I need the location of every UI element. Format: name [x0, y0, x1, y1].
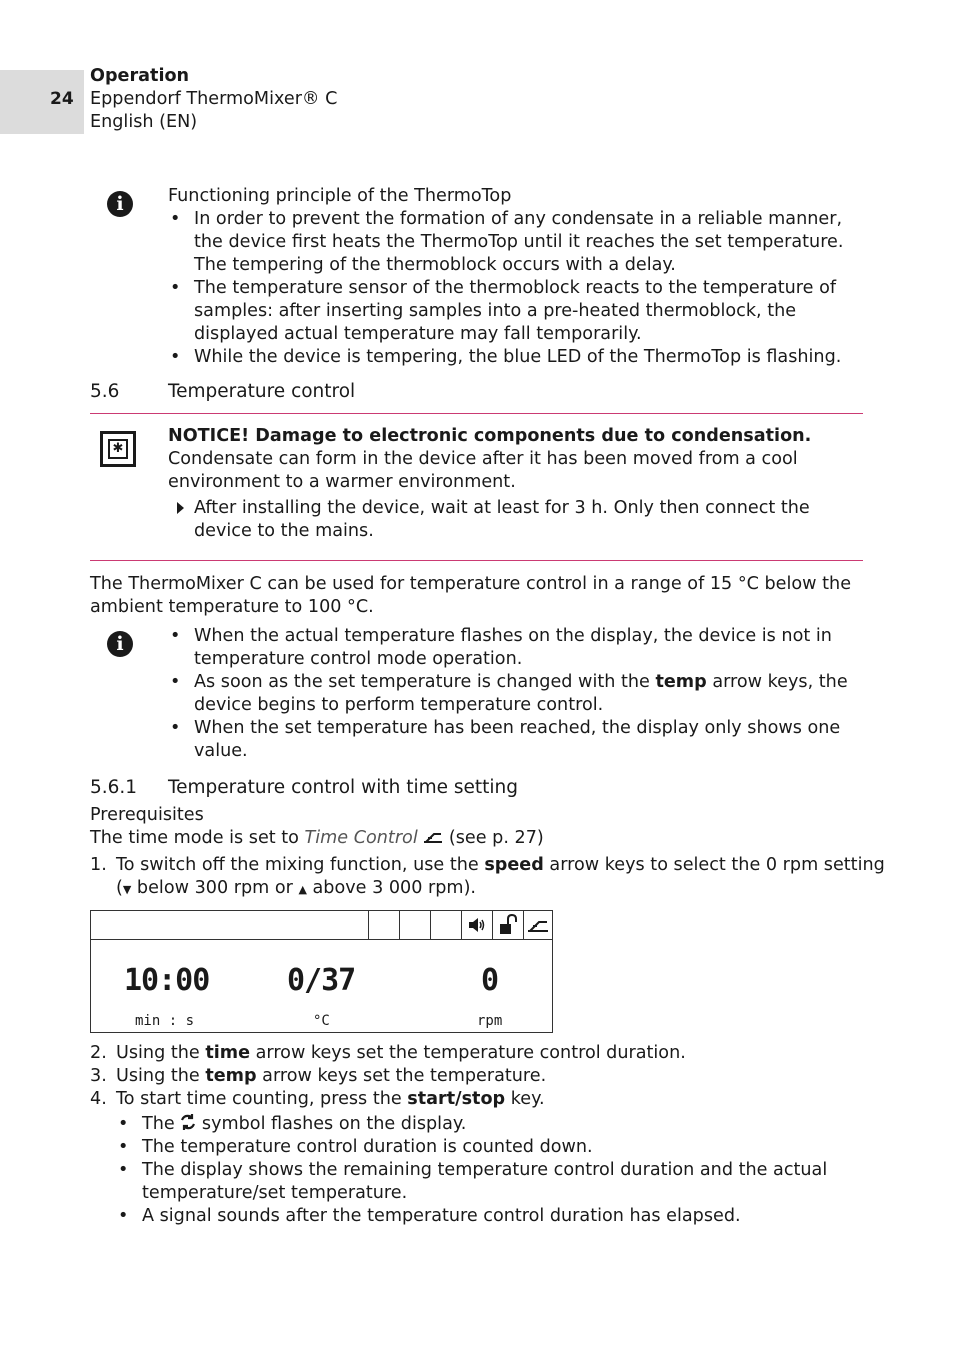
info-block-thermotop: [168, 185, 863, 369]
section-title: Temperature control: [168, 381, 356, 402]
list-item: [168, 671, 863, 717]
text-segment: below 300 rpm or: [131, 878, 299, 898]
display-temperature-unit: °C: [313, 1013, 330, 1029]
sync-icon: [180, 1114, 196, 1130]
section-number: 5.6: [90, 381, 120, 402]
text-segment: The time mode is set to: [90, 828, 305, 848]
text-segment: (see p. 27): [443, 828, 544, 848]
key-name: temp: [205, 1066, 257, 1086]
product-name: Eppendorf ThermoMixer® C: [90, 89, 338, 109]
text-segment: (: [116, 878, 123, 898]
key-name: speed: [484, 855, 544, 875]
text-segment: As soon as the set temperature is changed with the: [194, 672, 656, 692]
list-item: • A signal sounds after the temperature control duration has elapsed.: [116, 1205, 863, 1228]
info-icon: i: [107, 191, 133, 217]
subsection-title: Temperature control with time setting: [168, 777, 519, 798]
status-cell: [399, 911, 430, 939]
display-temperature-value: 0/37: [287, 963, 356, 998]
info-title: Functioning principle of the ThermoTop: [168, 186, 512, 206]
step-4: [90, 1088, 545, 1111]
step-3: [90, 1065, 546, 1088]
arrow-down-icon: ▼: [122, 883, 132, 896]
text-segment: arrow keys set the temperature.: [256, 1066, 547, 1086]
subsection-number: 5.6.1: [90, 777, 138, 798]
notice-action: After installing the device, wait at least for 3 h. Only then connect the device to the mains.: [194, 498, 810, 541]
prerequisite-text: [90, 827, 544, 850]
lock-open-icon: [492, 911, 523, 939]
list-item: • The display shows the remaining temperature control duration and the actual temperature/set temperature.: [116, 1159, 863, 1205]
list-item: • While the device is tempering, the blue LED of the ThermoTop is flashing.: [168, 346, 863, 369]
display-speed-unit: rpm: [477, 1013, 503, 1029]
intro-paragraph: The ThermoMixer C can be used for temperature control in a range of 15 °C below the ambient temperature to 100 °C.: [90, 574, 852, 617]
time-control-icon: [523, 911, 552, 939]
display-time-value: 10:00: [124, 963, 210, 998]
text-segment: arrow keys, the device begins to perform temperature control.: [194, 672, 848, 715]
text-segment: Using the: [116, 1043, 206, 1063]
time-mode-name: Time Control: [304, 828, 418, 848]
page-number: 24: [50, 89, 74, 109]
info-block-temperature: [168, 625, 863, 763]
display-status-bar: [91, 911, 552, 940]
step-number: 3.: [90, 1066, 107, 1086]
list-item: • When the actual temperature flashes on the display, the device is not in temperature control mode operation.: [168, 625, 863, 671]
text-segment: To start time counting, press the: [116, 1089, 408, 1109]
notice-top-rule: [90, 413, 863, 414]
step-number: 4.: [90, 1089, 107, 1109]
text-segment: The: [142, 1114, 181, 1134]
step-number: 1.: [90, 855, 107, 875]
text-segment: arrow keys set the temperature control duration.: [250, 1043, 686, 1063]
language-label: English (EN): [90, 112, 198, 132]
notice-bottom-rule: [90, 560, 863, 561]
time-control-icon: [423, 829, 443, 845]
arrow-up-icon: ▲: [298, 883, 307, 896]
text-segment: key.: [505, 1089, 545, 1109]
display-time-unit: min : s: [135, 1013, 195, 1029]
step-1-line-2: [116, 877, 476, 901]
notice-block: [168, 425, 863, 494]
step-1: [90, 854, 885, 877]
speaker-icon: [461, 911, 492, 939]
display-speed-value: 0: [481, 963, 499, 998]
condensation-notice-icon: ✱: [100, 431, 136, 467]
text-segment: To switch off the mixing function, use the: [116, 855, 485, 875]
list-item: • When the set temperature has been reached, the display only shows one value.: [168, 717, 863, 763]
device-display: [90, 910, 553, 1033]
list-item: • The temperature sensor of the thermoblock reacts to the temperature of samples: after inserting samples into a pre-heated thermoblock, the displayed actual temperature may fall temporarily.: [168, 277, 863, 346]
chapter-title: Operation: [90, 66, 190, 86]
status-cell: [430, 911, 461, 939]
notice-heading: NOTICE! Damage to electronic components due to condensation.: [168, 426, 812, 446]
info-icon: i: [107, 631, 133, 657]
key-name: time: [205, 1043, 251, 1063]
text-segment: arrow keys to select the 0 rpm setting: [543, 855, 885, 875]
text-segment: symbol flashes on the display.: [196, 1114, 467, 1134]
key-name: temp: [655, 672, 707, 692]
step-2: [90, 1042, 686, 1065]
list-item: [116, 1113, 863, 1136]
action-arrow-icon: [177, 502, 184, 514]
key-name: start/stop: [407, 1089, 506, 1109]
list-item: • The temperature control duration is counted down.: [116, 1136, 863, 1159]
status-cell: [368, 911, 399, 939]
notice-text: Condensate can form in the device after it has been moved from a cool environment to a warmer environment.: [168, 449, 798, 492]
step-results: [116, 1113, 863, 1228]
step-number: 2.: [90, 1043, 107, 1063]
text-segment: above 3 000 rpm).: [306, 878, 477, 898]
list-item: • In order to prevent the formation of any condensate in a reliable manner, the device first heats the ThermoTop until it reaches the set temperature. The tempering of the thermoblock occurs with a delay.: [168, 208, 863, 277]
prerequisites-label: Prerequisites: [90, 805, 204, 825]
text-segment: Using the: [116, 1066, 206, 1086]
